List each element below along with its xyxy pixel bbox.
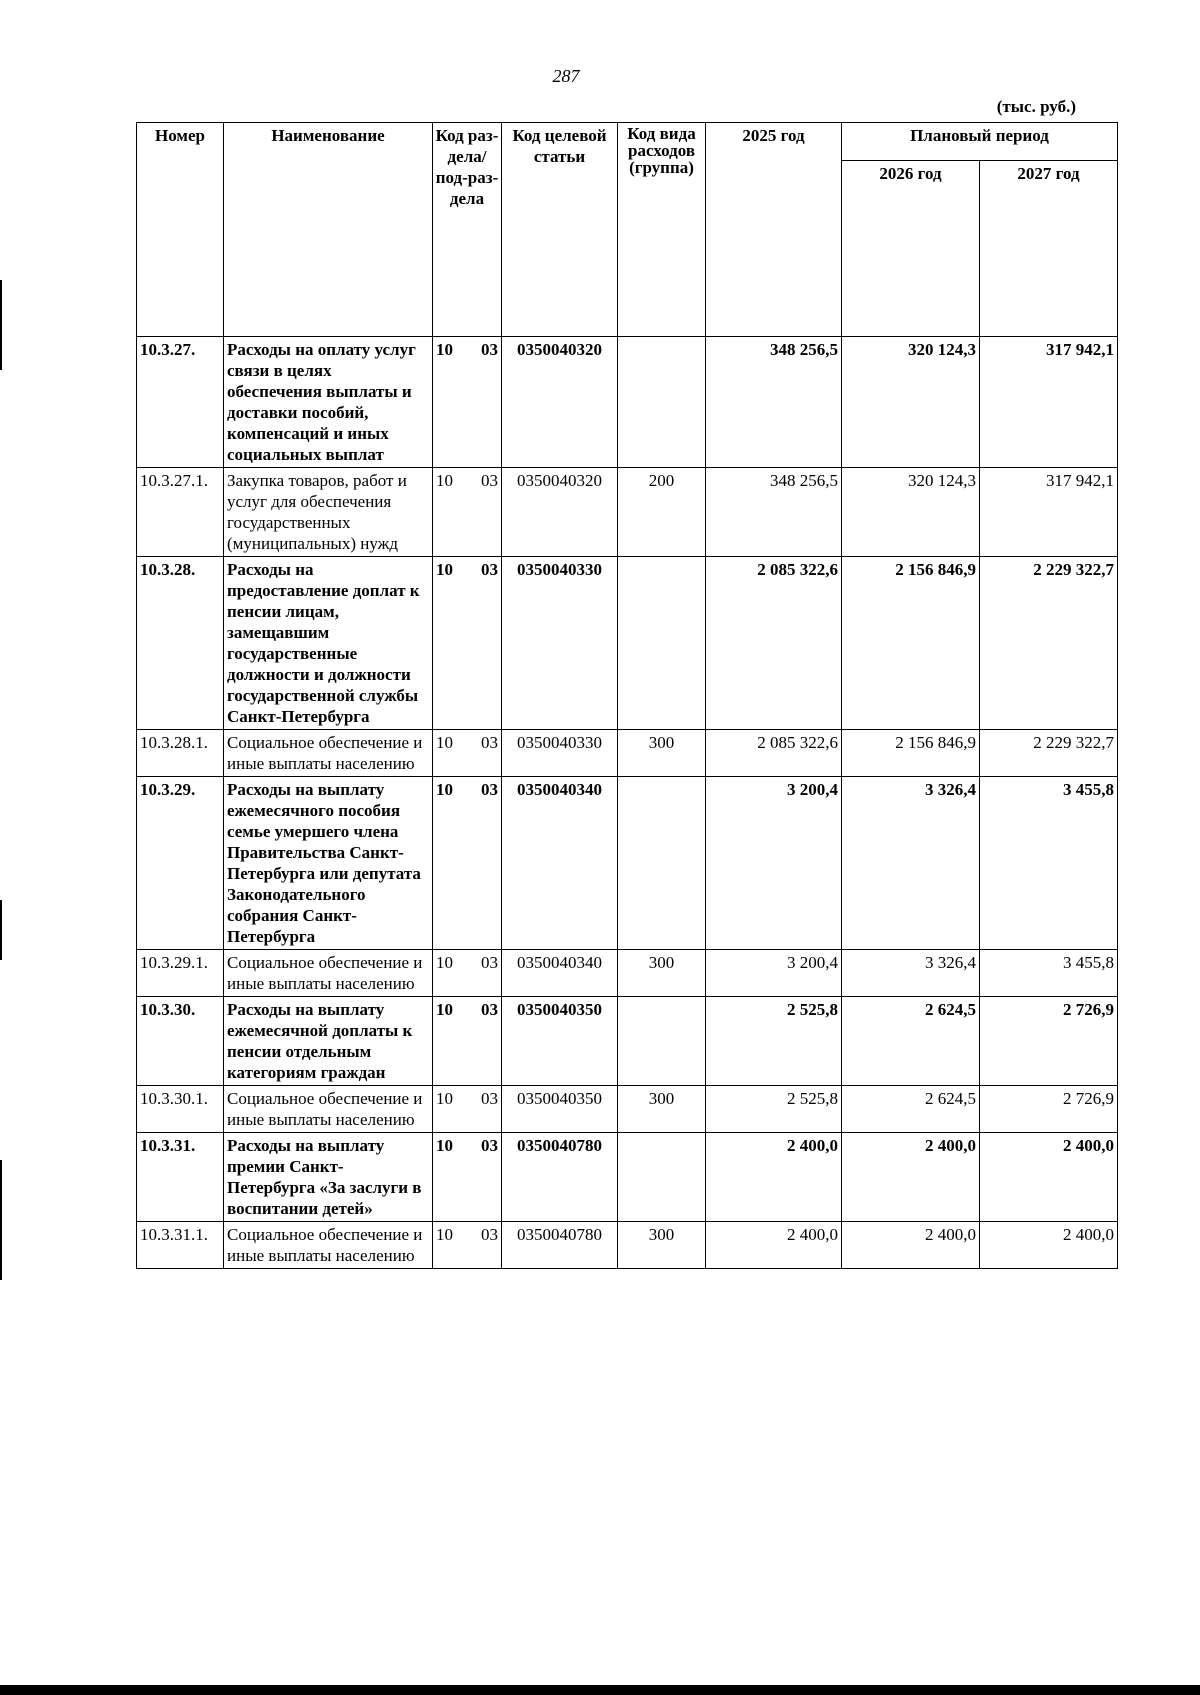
row-expense-type: 300 xyxy=(618,730,706,777)
table-row xyxy=(137,997,1118,1086)
row-expense-type: 200 xyxy=(618,468,706,557)
row-2027: 3 455,8 xyxy=(980,777,1118,950)
row-number: 10.3.30. xyxy=(137,997,224,1086)
row-number: 10.3.28.1. xyxy=(137,730,224,777)
row-2025: 2 525,8 xyxy=(706,1086,842,1133)
row-number: 10.3.31. xyxy=(137,1133,224,1222)
header-year-2026: 2026 год xyxy=(842,161,980,337)
row-section: 10 xyxy=(436,953,453,972)
table-row xyxy=(137,950,1118,997)
row-2026: 3 326,4 xyxy=(842,950,980,997)
row-name: Расходы на предоставление доплат к пенсии лицам, замещавшим государственные должности и должности государственной службы Санкт-Петербурга xyxy=(224,557,433,730)
row-target-code: 0350040350 xyxy=(502,1086,618,1133)
row-expense-type xyxy=(618,1133,706,1222)
row-2025: 348 256,5 xyxy=(706,468,842,557)
scan-edge-mark xyxy=(0,900,2,960)
row-2027: 2 229 322,7 xyxy=(980,557,1118,730)
row-2025: 348 256,5 xyxy=(706,337,842,468)
header-year-2027: 2027 год xyxy=(980,161,1118,337)
row-section: 10 xyxy=(436,733,453,752)
row-2027: 2 400,0 xyxy=(980,1222,1118,1269)
row-number: 10.3.27. xyxy=(137,337,224,468)
page-number: 287 xyxy=(552,66,580,86)
row-name: Расходы на выплату премии Санкт-Петербурга «За заслуги в воспитании детей» xyxy=(224,1133,433,1222)
row-2025: 2 085 322,6 xyxy=(706,730,842,777)
row-2026: 2 156 846,9 xyxy=(842,557,980,730)
row-name: Социальное обеспечение и иные выплаты населению xyxy=(224,1086,433,1133)
row-section: 10 xyxy=(436,1225,453,1244)
row-number: 10.3.28. xyxy=(137,557,224,730)
row-name: Расходы на выплату ежемесячной доплаты к пенсии отдельным категориям граждан xyxy=(224,997,433,1086)
row-name: Расходы на выплату ежемесячного пособия семье умершего члена Правительства Санкт-Петербурга или депутата Законодательного собрания Санкт-Петербурга xyxy=(224,777,433,950)
row-target-code: 0350040330 xyxy=(502,730,618,777)
row-expense-type xyxy=(618,997,706,1086)
row-target-code: 0350040320 xyxy=(502,337,618,468)
row-section-code xyxy=(433,1133,502,1222)
row-2026: 2 624,5 xyxy=(842,1086,980,1133)
row-subsection: 03 xyxy=(481,733,498,752)
row-name: Закупка товаров, работ и услуг для обеспечения государственных (муниципальных) нужд xyxy=(224,468,433,557)
row-section-code xyxy=(433,730,502,777)
row-2026: 320 124,3 xyxy=(842,337,980,468)
row-target-code: 0350040320 xyxy=(502,468,618,557)
row-number: 10.3.29. xyxy=(137,777,224,950)
row-expense-type xyxy=(618,337,706,468)
table-header xyxy=(137,123,1118,337)
row-section: 10 xyxy=(436,780,453,799)
table-row xyxy=(137,468,1118,557)
row-subsection: 03 xyxy=(481,1000,498,1019)
row-2026: 2 624,5 xyxy=(842,997,980,1086)
row-subsection: 03 xyxy=(481,780,498,799)
row-section: 10 xyxy=(436,471,453,490)
row-name: Расходы на оплату услуг связи в целях обеспечения выплаты и доставки пособий, компенсаций и иных социальных выплат xyxy=(224,337,433,468)
row-expense-type xyxy=(618,777,706,950)
row-name: Социальное обеспечение и иные выплаты населению xyxy=(224,950,433,997)
row-2027: 3 455,8 xyxy=(980,950,1118,997)
row-subsection: 03 xyxy=(481,471,498,490)
row-2026: 2 156 846,9 xyxy=(842,730,980,777)
row-2025: 3 200,4 xyxy=(706,950,842,997)
row-2026: 2 400,0 xyxy=(842,1133,980,1222)
row-number: 10.3.27.1. xyxy=(137,468,224,557)
row-target-code: 0350040780 xyxy=(502,1133,618,1222)
row-section: 10 xyxy=(436,1089,453,1108)
row-section-code xyxy=(433,468,502,557)
row-number: 10.3.31.1. xyxy=(137,1222,224,1269)
row-2027: 2 726,9 xyxy=(980,997,1118,1086)
header-number: Номер xyxy=(137,123,224,337)
row-expense-type: 300 xyxy=(618,1086,706,1133)
row-section: 10 xyxy=(436,1000,453,1019)
row-subsection: 03 xyxy=(481,340,498,359)
row-name: Социальное обеспечение и иные выплаты населению xyxy=(224,730,433,777)
row-section: 10 xyxy=(436,560,453,579)
units-label: (тыс. руб.) xyxy=(996,97,1076,116)
row-number: 10.3.30.1. xyxy=(137,1086,224,1133)
row-section-code xyxy=(433,997,502,1086)
row-2027: 317 942,1 xyxy=(980,468,1118,557)
row-2025: 3 200,4 xyxy=(706,777,842,950)
header-year-2025: 2025 год xyxy=(706,123,842,337)
row-2025: 2 085 322,6 xyxy=(706,557,842,730)
header-expense-type: Код вида расходов (группа) xyxy=(618,123,706,337)
scan-bottom-edge xyxy=(0,1685,1200,1695)
row-2027: 2 229 322,7 xyxy=(980,730,1118,777)
scan-edge-mark xyxy=(0,1160,2,1280)
row-section-code xyxy=(433,557,502,730)
header-name: Наименование xyxy=(224,123,433,337)
header-section: Код раз-дела/ под-раз-дела xyxy=(433,123,502,337)
table-row xyxy=(137,557,1118,730)
table-row xyxy=(137,730,1118,777)
row-section-code xyxy=(433,1222,502,1269)
table-row xyxy=(137,777,1118,950)
row-name: Социальное обеспечение и иные выплаты населению xyxy=(224,1222,433,1269)
row-target-code: 0350040350 xyxy=(502,997,618,1086)
header-planned-period: Плановый период xyxy=(842,123,1118,161)
row-expense-type: 300 xyxy=(618,1222,706,1269)
header-target: Код целевой статьи xyxy=(502,123,618,337)
table-body xyxy=(137,337,1118,1269)
row-expense-type: 300 xyxy=(618,950,706,997)
row-subsection: 03 xyxy=(481,1089,498,1108)
row-section-code xyxy=(433,777,502,950)
row-expense-type xyxy=(618,557,706,730)
row-2026: 3 326,4 xyxy=(842,777,980,950)
row-section-code xyxy=(433,950,502,997)
row-2027: 2 400,0 xyxy=(980,1133,1118,1222)
budget-table xyxy=(136,122,1118,1269)
row-2026: 2 400,0 xyxy=(842,1222,980,1269)
row-subsection: 03 xyxy=(481,560,498,579)
table-row xyxy=(137,1086,1118,1133)
scan-edge-mark xyxy=(0,280,2,370)
row-subsection: 03 xyxy=(481,1136,498,1155)
row-2025: 2 400,0 xyxy=(706,1133,842,1222)
row-target-code: 0350040330 xyxy=(502,557,618,730)
row-target-code: 0350040340 xyxy=(502,777,618,950)
row-2026: 320 124,3 xyxy=(842,468,980,557)
table-row xyxy=(137,1222,1118,1269)
row-2025: 2 400,0 xyxy=(706,1222,842,1269)
row-target-code: 0350040780 xyxy=(502,1222,618,1269)
row-section-code xyxy=(433,1086,502,1133)
row-section: 10 xyxy=(436,340,453,359)
table-row xyxy=(137,337,1118,468)
row-2027: 317 942,1 xyxy=(980,337,1118,468)
table-row xyxy=(137,1133,1118,1222)
row-subsection: 03 xyxy=(481,953,498,972)
row-section-code xyxy=(433,337,502,468)
row-number: 10.3.29.1. xyxy=(137,950,224,997)
row-2027: 2 726,9 xyxy=(980,1086,1118,1133)
row-target-code: 0350040340 xyxy=(502,950,618,997)
row-section: 10 xyxy=(436,1136,453,1155)
row-subsection: 03 xyxy=(481,1225,498,1244)
row-2025: 2 525,8 xyxy=(706,997,842,1086)
